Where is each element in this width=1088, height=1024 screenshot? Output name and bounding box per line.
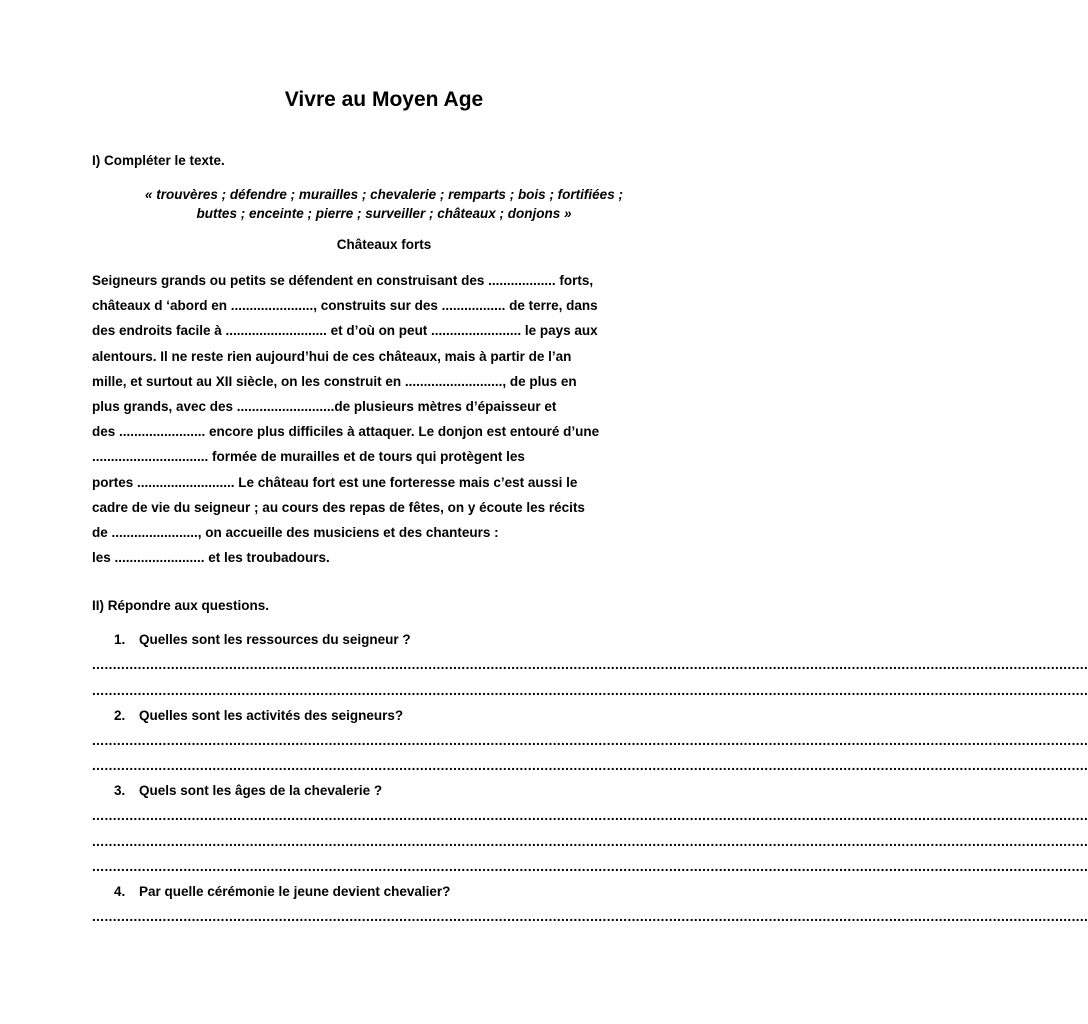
page-title: Vivre au Moyen Age — [284, 88, 484, 111]
text-line: alentours. Il ne reste rien aujourd’hui de ces châteaux, mais à partir de l’an — [92, 348, 572, 364]
answer-line[interactable]: ................................................................................................................................................................................................................................................ — [92, 859, 1088, 874]
text-line: plus grands, avec des ..........................de plusieurs mètres d’épaisseur et — [92, 398, 557, 414]
question-text: Quels sont les âges de la chevalerie ? — [139, 783, 383, 798]
question-3 — [114, 783, 382, 798]
text-line: châteaux d ‘abord en ......................, construits sur des ................. de terre, dans — [92, 298, 598, 314]
answer-line[interactable]: ................................................................................................................................................................................................................................................ — [92, 758, 1088, 773]
question-4 — [114, 884, 450, 899]
answer-line[interactable]: ................................................................................................................................................................................................................................................ — [92, 683, 1088, 698]
answer-line[interactable]: ................................................................................................................................................................................................................................................ — [92, 657, 1088, 672]
text-line: des ....................... encore plus difficiles à attaquer. Le donjon est entouré d’une — [92, 424, 600, 440]
text-line: mille, et surtout au XII siècle, on les construit en .........................., de plus en — [92, 373, 577, 389]
text-line: de ......................., on accueille des musiciens et des chanteurs : — [92, 524, 499, 540]
question-number: 4. — [114, 884, 126, 899]
question-text: Quelles sont les activités des seigneurs? — [139, 708, 404, 723]
text-line: les ........................ et les troubadours. — [92, 550, 330, 566]
fill-in-text — [92, 268, 682, 570]
answer-line[interactable]: ................................................................................................................................................................................................................................................ — [92, 808, 1088, 823]
question-text: Par quelle cérémonie le jeune devient chevalier? — [139, 884, 451, 899]
answer-line[interactable]: ................................................................................................................................................................................................................................................ — [92, 733, 1088, 748]
text-line: Seigneurs grands ou petits se défendent en construisant des .................. forts, — [92, 273, 594, 288]
word-bank-line: « trouvères ; défendre ; murailles ; chevalerie ; remparts ; bois ; fortifiées ; — [145, 187, 623, 202]
word-bank-line: buttes ; enceinte ; pierre ; surveiller ; châteaux ; donjons » — [196, 206, 572, 221]
text-subtitle: Châteaux forts — [336, 237, 432, 252]
text-line: ............................... formée de murailles et de tours qui protègent les — [92, 449, 525, 465]
question-1 — [114, 632, 411, 647]
section-heading-complete: I) Compléter le texte. — [92, 153, 225, 168]
question-number: 1. — [114, 632, 126, 647]
answer-line[interactable]: ................................................................................................................................................................................................................................................ — [92, 909, 1088, 924]
question-number: 3. — [114, 783, 126, 798]
question-number: 2. — [114, 708, 126, 723]
answer-line[interactable]: ................................................................................................................................................................................................................................................ — [92, 834, 1088, 849]
question-text: Quelles sont les ressources du seigneur ? — [139, 632, 411, 647]
text-line: portes .......................... Le château fort est une forteresse mais c’est aussi le — [92, 474, 578, 490]
section-heading-questions: II) Répondre aux questions. — [92, 598, 270, 613]
word-bank — [92, 185, 676, 223]
text-line: cadre de vie du seigneur ; au cours des repas de fêtes, on y écoute les récits — [92, 499, 585, 515]
question-2 — [114, 708, 403, 723]
text-line: des endroits facile à ........................... et d’où on peut ........................ le pays aux — [92, 323, 598, 339]
